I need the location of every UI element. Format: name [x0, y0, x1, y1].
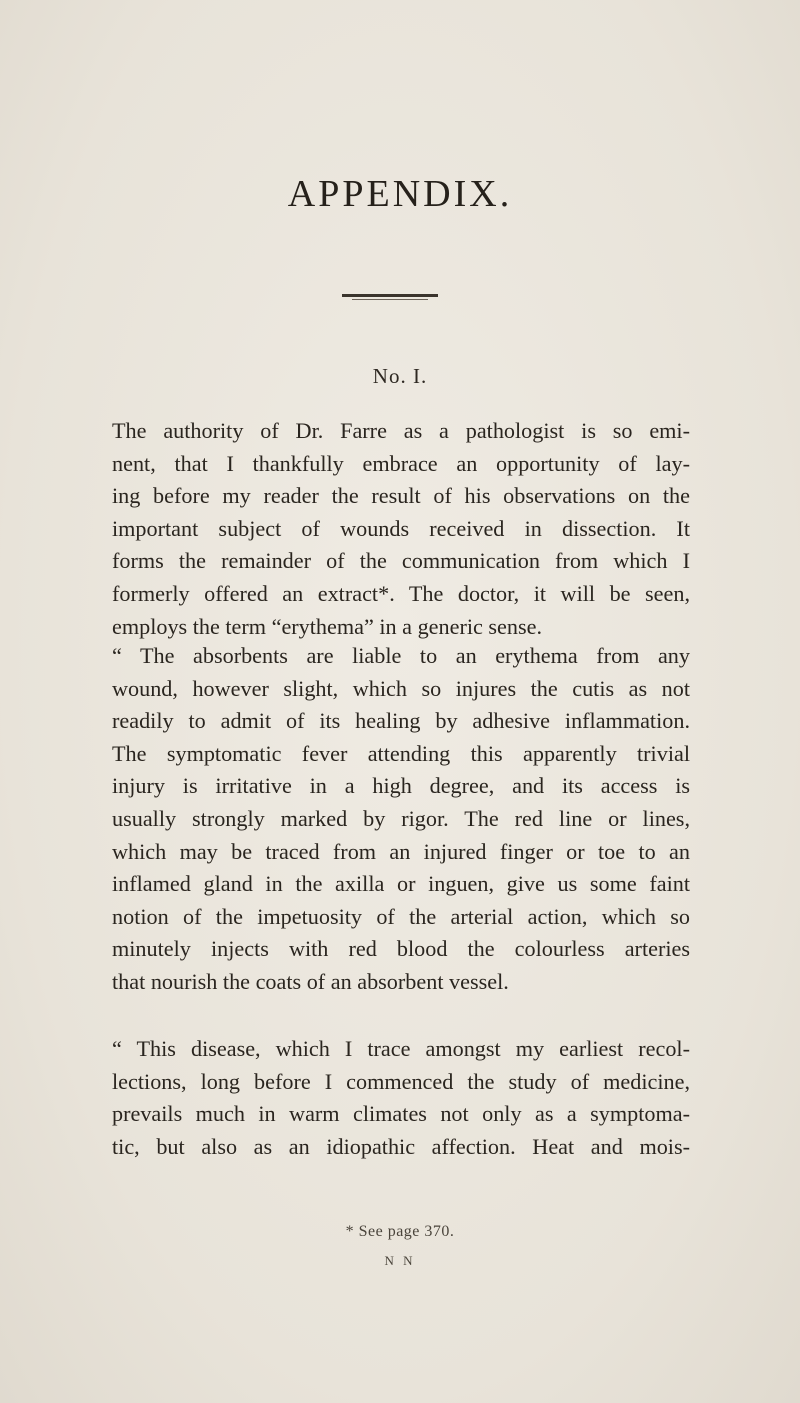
text-line: wound, however slight, which so injures the cutis as not	[112, 675, 690, 701]
title-rule	[342, 294, 438, 297]
text-line: ing before my reader the result of his observations on the	[112, 483, 690, 509]
text-line: usually strongly marked by rigor. The red line or lines,	[112, 805, 690, 831]
text-line: “ This disease, which I trace amongst my earliest recol-	[112, 1036, 690, 1061]
text-line: which may be traced from an injured finger or toe to an	[112, 838, 690, 864]
signature-mark: N N	[384, 1253, 416, 1268]
title-rule-thin	[352, 299, 428, 300]
paragraph-2	[112, 640, 690, 999]
text-line: readily to admit of its healing by adhesive inflammation.	[112, 708, 690, 734]
text-line: tic, but also as an idiopathic affection. Heat and mois-	[112, 1133, 690, 1159]
footnote: * See page 370.	[345, 1223, 455, 1240]
text-line: formerly offered an extract*. The doctor, it will be seen,	[112, 580, 690, 606]
section-number: No. I.	[372, 364, 428, 388]
text-line: inflamed gland in the axilla or inguen, give us some faint	[112, 871, 690, 897]
text-line: important subject of wounds received in dissection. It	[112, 515, 690, 541]
paragraph-3	[112, 1033, 690, 1163]
text-line: notion of the impetuosity of the arterial action, which so	[112, 903, 690, 929]
text-line: The symptomatic fever attending this apparently trivial	[112, 740, 690, 766]
text-line: lections, long before I commenced the study of medicine,	[112, 1068, 690, 1094]
text-line: “ The absorbents are liable to an erythema from any	[112, 643, 690, 668]
paragraph-1	[112, 415, 690, 643]
text-line: employs the term “erythema” in a generic sense.	[112, 613, 543, 639]
text-line: minutely injects with red blood the colourless arteries	[112, 936, 690, 962]
text-line: that nourish the coats of an absorbent vessel.	[112, 968, 509, 994]
page-title: APPENDIX.	[287, 173, 513, 215]
text-line: The authority of Dr. Farre as a pathologist is so emi-	[112, 418, 690, 443]
text-line: forms the remainder of the communication from which I	[112, 548, 690, 574]
text-line: injury is irritative in a high degree, and its access is	[112, 773, 690, 799]
text-line: nent, that I thankfully embrace an opportunity of lay-	[112, 450, 690, 476]
text-line: prevails much in warm climates not only as a symptoma-	[112, 1101, 690, 1127]
